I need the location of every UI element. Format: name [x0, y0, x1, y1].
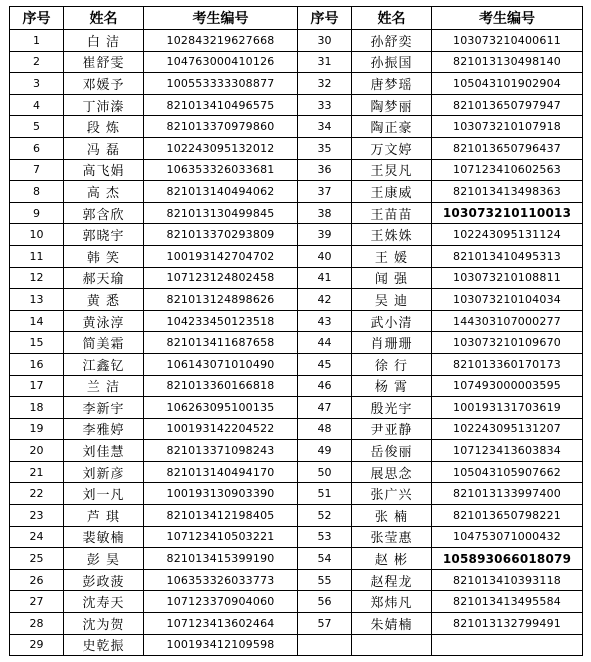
cell-code-right: 103073210107918 — [432, 116, 583, 138]
cell-name-right: 王康威 — [352, 181, 432, 203]
cell-seq-right: 55 — [298, 569, 352, 591]
cell-code-right: 105893066018079 — [432, 548, 583, 570]
cell-code-left: 106353326033681 — [144, 159, 298, 181]
cell-code-left: 821013140494062 — [144, 181, 298, 203]
cell-name-left: 邓媛予 — [64, 73, 144, 95]
cell-seq-right: 56 — [298, 591, 352, 613]
cell-seq-right: 37 — [298, 181, 352, 203]
cell-seq-left: 24 — [10, 526, 64, 548]
cell-name-left: 郭含欣 — [64, 202, 144, 224]
table-row — [10, 267, 583, 289]
cell-seq-left: 6 — [10, 137, 64, 159]
table-row — [10, 30, 583, 52]
cell-seq-left: 7 — [10, 159, 64, 181]
cell-name-right: 孙振国 — [352, 51, 432, 73]
cell-code-left: 821013360166818 — [144, 375, 298, 397]
cell-name-right: 王姝姝 — [352, 224, 432, 246]
cell-name-right: 吴 迪 — [352, 289, 432, 311]
cell-name-left: 黄 悉 — [64, 289, 144, 311]
cell-name-left: 韩 笑 — [64, 245, 144, 267]
cell-code-left: 821013130499845 — [144, 202, 298, 224]
cell-code-right: 105043105907662 — [432, 461, 583, 483]
cell-seq-right: 32 — [298, 73, 352, 95]
cell-code-right: 107123413603834 — [432, 440, 583, 462]
cell-name-right: 殷光宇 — [352, 397, 432, 419]
cell-seq-left: 20 — [10, 440, 64, 462]
table-row — [10, 202, 583, 224]
cell-seq-left: 1 — [10, 30, 64, 52]
cell-name-left: 简美霜 — [64, 332, 144, 354]
cell-name-right: 唐梦瑶 — [352, 73, 432, 95]
cell-seq-left: 21 — [10, 461, 64, 483]
cell-seq-left: 12 — [10, 267, 64, 289]
cell-seq-right: 54 — [298, 548, 352, 570]
cell-seq-left: 8 — [10, 181, 64, 203]
cell-name-right: 张广兴 — [352, 483, 432, 505]
cell-name-left: 冯 磊 — [64, 137, 144, 159]
table-row — [10, 51, 583, 73]
cell-name-left: 彭 昊 — [64, 548, 144, 570]
cell-code-left: 821013412198405 — [144, 505, 298, 527]
cell-name-right: 张莹惠 — [352, 526, 432, 548]
cell-seq-left: 17 — [10, 375, 64, 397]
cell-name-left: 李新宇 — [64, 397, 144, 419]
cell-code-right: 821013360170173 — [432, 353, 583, 375]
cell-seq-left: 23 — [10, 505, 64, 527]
cell-name-left: 刘佳慧 — [64, 440, 144, 462]
cell-name-right: 万文婷 — [352, 137, 432, 159]
cell-name-left: 郝天瑜 — [64, 267, 144, 289]
cell-code-left: 100193412109598 — [144, 634, 298, 656]
table-row — [10, 526, 583, 548]
cell-code-left: 104233450123518 — [144, 310, 298, 332]
cell-code-left: 100193142704702 — [144, 245, 298, 267]
cell-seq-right: 47 — [298, 397, 352, 419]
table-row — [10, 289, 583, 311]
cell-seq-right: 42 — [298, 289, 352, 311]
table-row — [10, 375, 583, 397]
cell-name-left: 江鑫钇 — [64, 353, 144, 375]
cell-code-left: 100553333308877 — [144, 73, 298, 95]
cell-code-right: 103073210400611 — [432, 30, 583, 52]
table-row — [10, 310, 583, 332]
cell-code-left: 821013411687658 — [144, 332, 298, 354]
cell-code-left: 821013140494170 — [144, 461, 298, 483]
cell-name-left: 刘新彦 — [64, 461, 144, 483]
cell-seq-right: 46 — [298, 375, 352, 397]
admission-list — [9, 6, 583, 656]
cell-seq-left: 9 — [10, 202, 64, 224]
cell-name-right — [352, 634, 432, 656]
cell-name-left: 芦 琪 — [64, 505, 144, 527]
table-row — [10, 137, 583, 159]
cell-code-right: 144303107000277 — [432, 310, 583, 332]
table-row — [10, 245, 583, 267]
table-row — [10, 613, 583, 635]
cell-code-left: 821013370979860 — [144, 116, 298, 138]
cell-seq-left: 16 — [10, 353, 64, 375]
cell-seq-right: 51 — [298, 483, 352, 505]
cell-seq-right — [298, 634, 352, 656]
cell-seq-left: 2 — [10, 51, 64, 73]
table-row — [10, 332, 583, 354]
cell-name-left: 彭政菠 — [64, 569, 144, 591]
cell-seq-left: 18 — [10, 397, 64, 419]
cell-seq-right: 50 — [298, 461, 352, 483]
cell-seq-left: 29 — [10, 634, 64, 656]
table-row — [10, 397, 583, 419]
cell-seq-left: 22 — [10, 483, 64, 505]
cell-code-right: 821013133997400 — [432, 483, 583, 505]
cell-name-left: 沈寿天 — [64, 591, 144, 613]
cell-name-right: 王炅凡 — [352, 159, 432, 181]
cell-code-right: 821013132799491 — [432, 613, 583, 635]
cell-name-right: 武小清 — [352, 310, 432, 332]
table-row — [10, 418, 583, 440]
cell-seq-left: 27 — [10, 591, 64, 613]
table-row — [10, 116, 583, 138]
cell-code-right: 821013413495584 — [432, 591, 583, 613]
cell-name-left: 黄泳淳 — [64, 310, 144, 332]
cell-seq-right: 48 — [298, 418, 352, 440]
header-code-left: 考生编号 — [144, 7, 298, 30]
header-name-left: 姓名 — [64, 7, 144, 30]
cell-name-right: 尹亚静 — [352, 418, 432, 440]
cell-code-right: 103073210109670 — [432, 332, 583, 354]
cell-seq-right: 49 — [298, 440, 352, 462]
cell-code-left: 821013415399190 — [144, 548, 298, 570]
cell-code-left: 102243095132012 — [144, 137, 298, 159]
cell-code-left: 107123410503221 — [144, 526, 298, 548]
cell-seq-left: 14 — [10, 310, 64, 332]
cell-code-left: 106353326033773 — [144, 569, 298, 591]
cell-seq-right: 57 — [298, 613, 352, 635]
table-row — [10, 634, 583, 656]
table-row — [10, 181, 583, 203]
cell-name-right: 肖珊珊 — [352, 332, 432, 354]
cell-code-right: 821013410393118 — [432, 569, 583, 591]
cell-code-right: 107493000003595 — [432, 375, 583, 397]
cell-name-left: 史乾振 — [64, 634, 144, 656]
table-row — [10, 440, 583, 462]
cell-code-left: 106143071010490 — [144, 353, 298, 375]
cell-name-right: 闻 强 — [352, 267, 432, 289]
cell-seq-left: 28 — [10, 613, 64, 635]
cell-name-left: 郭晓宇 — [64, 224, 144, 246]
cell-name-left: 崔舒雯 — [64, 51, 144, 73]
cell-seq-left: 4 — [10, 94, 64, 116]
header-code-right: 考生编号 — [432, 7, 583, 30]
cell-name-left: 丁沛溱 — [64, 94, 144, 116]
cell-code-right: 821013650798221 — [432, 505, 583, 527]
cell-code-right: 821013130498140 — [432, 51, 583, 73]
cell-seq-right: 38 — [298, 202, 352, 224]
cell-code-right: 103073210104034 — [432, 289, 583, 311]
cell-name-right: 朱婧楠 — [352, 613, 432, 635]
table-row — [10, 159, 583, 181]
cell-name-right: 王苗苗 — [352, 202, 432, 224]
cell-name-left: 裴敏楠 — [64, 526, 144, 548]
cell-code-right: 102243095131207 — [432, 418, 583, 440]
table-row — [10, 505, 583, 527]
cell-name-right: 赵 彬 — [352, 548, 432, 570]
cell-name-right: 展思念 — [352, 461, 432, 483]
cell-name-left: 刘一凡 — [64, 483, 144, 505]
cell-name-right: 杨 霄 — [352, 375, 432, 397]
cell-name-left: 沈为贺 — [64, 613, 144, 635]
cell-code-left: 821013410496575 — [144, 94, 298, 116]
cell-name-left: 白 洁 — [64, 30, 144, 52]
cell-code-right — [432, 634, 583, 656]
cell-seq-right: 41 — [298, 267, 352, 289]
cell-code-right: 821013650796437 — [432, 137, 583, 159]
cell-seq-right: 53 — [298, 526, 352, 548]
cell-code-right: 105043101902904 — [432, 73, 583, 95]
cell-code-right: 103073210110013 — [432, 202, 583, 224]
cell-seq-right: 39 — [298, 224, 352, 246]
cell-name-right: 陶正豪 — [352, 116, 432, 138]
table-row — [10, 224, 583, 246]
table-row — [10, 483, 583, 505]
table-row — [10, 461, 583, 483]
cell-seq-right: 44 — [298, 332, 352, 354]
cell-name-right: 徐 行 — [352, 353, 432, 375]
cell-code-left: 100193142204522 — [144, 418, 298, 440]
table-row — [10, 94, 583, 116]
header-name-right: 姓名 — [352, 7, 432, 30]
table-row — [10, 591, 583, 613]
cell-code-right: 102243095131124 — [432, 224, 583, 246]
cell-seq-left: 26 — [10, 569, 64, 591]
cell-name-left: 高飞娟 — [64, 159, 144, 181]
cell-code-left: 107123124802458 — [144, 267, 298, 289]
cell-code-right: 107123410602563 — [432, 159, 583, 181]
cell-seq-left: 5 — [10, 116, 64, 138]
cell-seq-left: 25 — [10, 548, 64, 570]
cell-code-right: 104753071000432 — [432, 526, 583, 548]
cell-seq-right: 33 — [298, 94, 352, 116]
cell-name-left: 段 炼 — [64, 116, 144, 138]
cell-seq-left: 19 — [10, 418, 64, 440]
cell-code-left: 106263095100135 — [144, 397, 298, 419]
cell-code-right: 821013650797947 — [432, 94, 583, 116]
cell-code-left: 821013370293809 — [144, 224, 298, 246]
cell-code-left: 102843219627668 — [144, 30, 298, 52]
cell-seq-right: 45 — [298, 353, 352, 375]
cell-code-right: 821013413498363 — [432, 181, 583, 203]
cell-seq-right: 34 — [298, 116, 352, 138]
cell-name-right: 赵程龙 — [352, 569, 432, 591]
header-seq-left: 序号 — [10, 7, 64, 30]
cell-name-left: 兰 洁 — [64, 375, 144, 397]
cell-name-right: 王 媛 — [352, 245, 432, 267]
cell-code-left: 821013124898626 — [144, 289, 298, 311]
cell-seq-right: 30 — [298, 30, 352, 52]
cell-code-right: 821013410495313 — [432, 245, 583, 267]
cell-name-right: 张 楠 — [352, 505, 432, 527]
cell-seq-right: 52 — [298, 505, 352, 527]
cell-code-left: 821013371098243 — [144, 440, 298, 462]
cell-seq-right: 36 — [298, 159, 352, 181]
cell-seq-left: 11 — [10, 245, 64, 267]
cell-seq-left: 3 — [10, 73, 64, 95]
header-row — [10, 7, 583, 30]
cell-seq-left: 13 — [10, 289, 64, 311]
table-row — [10, 353, 583, 375]
cell-name-left: 高 杰 — [64, 181, 144, 203]
cell-seq-right: 43 — [298, 310, 352, 332]
cell-name-right: 岳俊丽 — [352, 440, 432, 462]
table-row — [10, 548, 583, 570]
cell-name-right: 陶梦丽 — [352, 94, 432, 116]
table-row — [10, 73, 583, 95]
cell-code-right: 100193131703619 — [432, 397, 583, 419]
cell-name-right: 孙舒奕 — [352, 30, 432, 52]
cell-code-left: 107123370904060 — [144, 591, 298, 613]
table-row — [10, 569, 583, 591]
cell-seq-left: 10 — [10, 224, 64, 246]
cell-code-right: 103073210108811 — [432, 267, 583, 289]
header-seq-right: 序号 — [298, 7, 352, 30]
cell-seq-right: 35 — [298, 137, 352, 159]
cell-name-left: 李雅婷 — [64, 418, 144, 440]
cell-seq-right: 40 — [298, 245, 352, 267]
cell-code-left: 107123413602464 — [144, 613, 298, 635]
cell-code-left: 100193130903390 — [144, 483, 298, 505]
student-table — [9, 6, 583, 656]
cell-name-right: 郑炜凡 — [352, 591, 432, 613]
cell-code-left: 104763000410126 — [144, 51, 298, 73]
cell-seq-left: 15 — [10, 332, 64, 354]
cell-seq-right: 31 — [298, 51, 352, 73]
